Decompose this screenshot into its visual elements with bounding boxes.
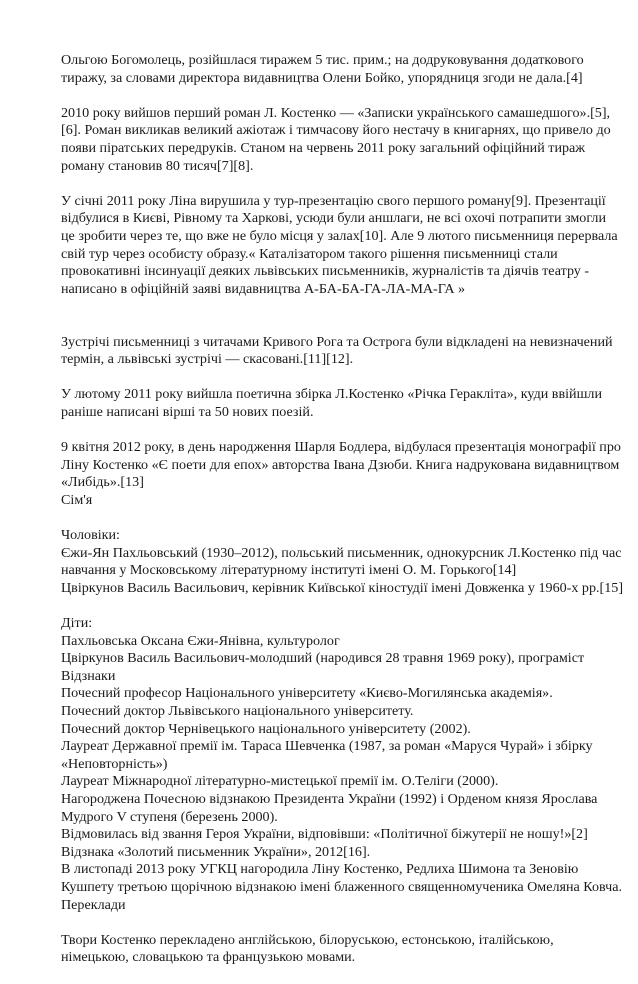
text-line: провокативні інсинуації деяких львівських письменників, журналістів та діячів театру - (61, 263, 590, 280)
paragraph-novel-2010 (61, 104, 611, 175)
text-line: 2010 року вийшов перший роман Л. Костенко — «Записки українського самашедшого».[5], (61, 104, 611, 121)
text-line: «Неповторність») (61, 755, 168, 772)
text-line: Лауреат Державної премії ім. Тараса Шевченка (1987, за роман «Маруся Чурай» і збірку (61, 738, 593, 755)
text-line: це зробити через те, що вже не було місця у залах[10]. Але 9 лютого письменниця перервала (61, 227, 618, 244)
text-line: роману становив 80 тисяч[7][8]. (61, 157, 254, 174)
paragraph-husbands (61, 527, 624, 597)
text-line: Чоловіки: (61, 527, 120, 544)
text-line: Ліну Костенко «Є поети для епох» авторства Івана Дзюби. Книга надрукована видавництвом (61, 456, 620, 473)
text-line: «Либідь».[13] (61, 474, 144, 491)
document-page (61, 52, 624, 984)
text-line: В листопаді 2013 року УГКЦ нагородила Ліну Костенко, Редлиха Шимона та Зеновію (61, 861, 579, 878)
text-line: Відмовилась від звання Героя України, відповівши: «Політичної біжутерії не ношу!»[2] (61, 826, 588, 843)
paragraph-poetry-collection (61, 386, 603, 421)
paragraph-tour-2011 (61, 192, 618, 299)
paragraph-translations (61, 932, 581, 967)
text-line: написано в офіційній заяві видавництва А-БА-БА-ГА-ЛА-МА-ГА » (61, 280, 466, 297)
section-heading-translations: Переклади (61, 896, 126, 913)
text-line: термін, а львівські зустрічі — скасовані.[11][12]. (61, 351, 354, 368)
text-line: Діти: (61, 615, 93, 631)
text-line: свій тур через особисту образу.« Каталізатором такого рішення письменниці стали (61, 245, 558, 262)
text-line: Єжи-Ян Пахльовський (1930–2012), польський письменник, однокурсник Л.Костенко під час (61, 544, 622, 561)
text-line: появи піратських передруків. Станом на червень 2011 року загальний офіційний тираж (61, 139, 586, 156)
text-line: Пахльовська Оксана Єжи-Янівна, культуролог (61, 632, 340, 649)
paragraph-meetings-postponed (61, 333, 613, 369)
text-line: Ольгою Богомолець, розійшлася тиражем 5 тис. прим.; на додруковування додаткового (61, 52, 584, 68)
text-line: Цвіркунов Василь Васильович, керівник Київської кіностудії імені Довженка у 1960-х рр.[15] (61, 579, 624, 596)
text-line: Зустрічі письменниці з читачами Кривого Рога та Острога були відкладені на невизначений (61, 333, 613, 350)
text-line: Лауреат Міжнародної літературно-мистецької премії ім. О.Теліги (2000). (61, 773, 499, 790)
blank-space (61, 316, 581, 334)
text-line: Почесний доктор Львівського національного університету. (61, 702, 414, 719)
text-line: У лютому 2011 року вийшла поетична збірка Л.Костенко «Річка Геракліта», куди ввійшли (61, 386, 603, 403)
text-line: раніше написані вірші та 50 нових поезій. (61, 403, 314, 420)
text-line: Нагороджена Почесною відзнакою Президента України (1992) і Орденом князя Ярослава (61, 790, 598, 807)
paragraph-print-run (61, 52, 584, 87)
paragraph-monograph-family (61, 439, 621, 509)
text-line: Відзнака «Золотий письменник України», 2012[16]. (61, 843, 371, 860)
text-line: 9 квітня 2012 року, в день народження Шарля Бодлера, відбулася презентація монографії про (61, 439, 621, 456)
section-heading-family: Сім'я (61, 491, 93, 508)
text-line: Почесний професор Національного університету «Києво-Могилянська академія». (61, 685, 553, 702)
text-line: тиражу, за словами директора видавництва Олени Бойко, упорядниця згоди не дала.[4] (61, 69, 583, 86)
text-line: У січні 2011 року Ліна вирушила у тур-презентацію свого першого роману[9]. Презентації (61, 192, 606, 209)
text-line: [6]. Роман викликав великий ажіотаж і тимчасову його нестачу в книгарнях, що привело до (61, 122, 611, 139)
text-line: відбулися в Києві, Рівному та Харкові, усюди були аншлаги, не всі охочі потрапити змогли (61, 210, 606, 227)
text-line: Кушпету третьою щорічною відзнакою імені блаженного священномученика Омеляна Ковча. (61, 878, 623, 895)
paragraph-children-awards (61, 615, 623, 914)
text-line: Мудрого V ступеня (березень 2000). (61, 808, 278, 825)
text-line: навчання у Московському літературному інституті імені О. М. Горького[14] (61, 562, 517, 579)
text-line: німецькою, словацькою та французькою мовами. (61, 949, 356, 966)
text-line: Почесний доктор Чернівецького національного університету (2002). (61, 720, 471, 737)
section-heading-awards: Відзнаки (61, 667, 116, 684)
text-line: Твори Костенко перекладено англійською, білоруською, естонською, італійською, (61, 931, 554, 948)
text-line: Цвіркунов Василь Васильович-молодший (народився 28 травня 1969 року), програміст (61, 650, 585, 667)
